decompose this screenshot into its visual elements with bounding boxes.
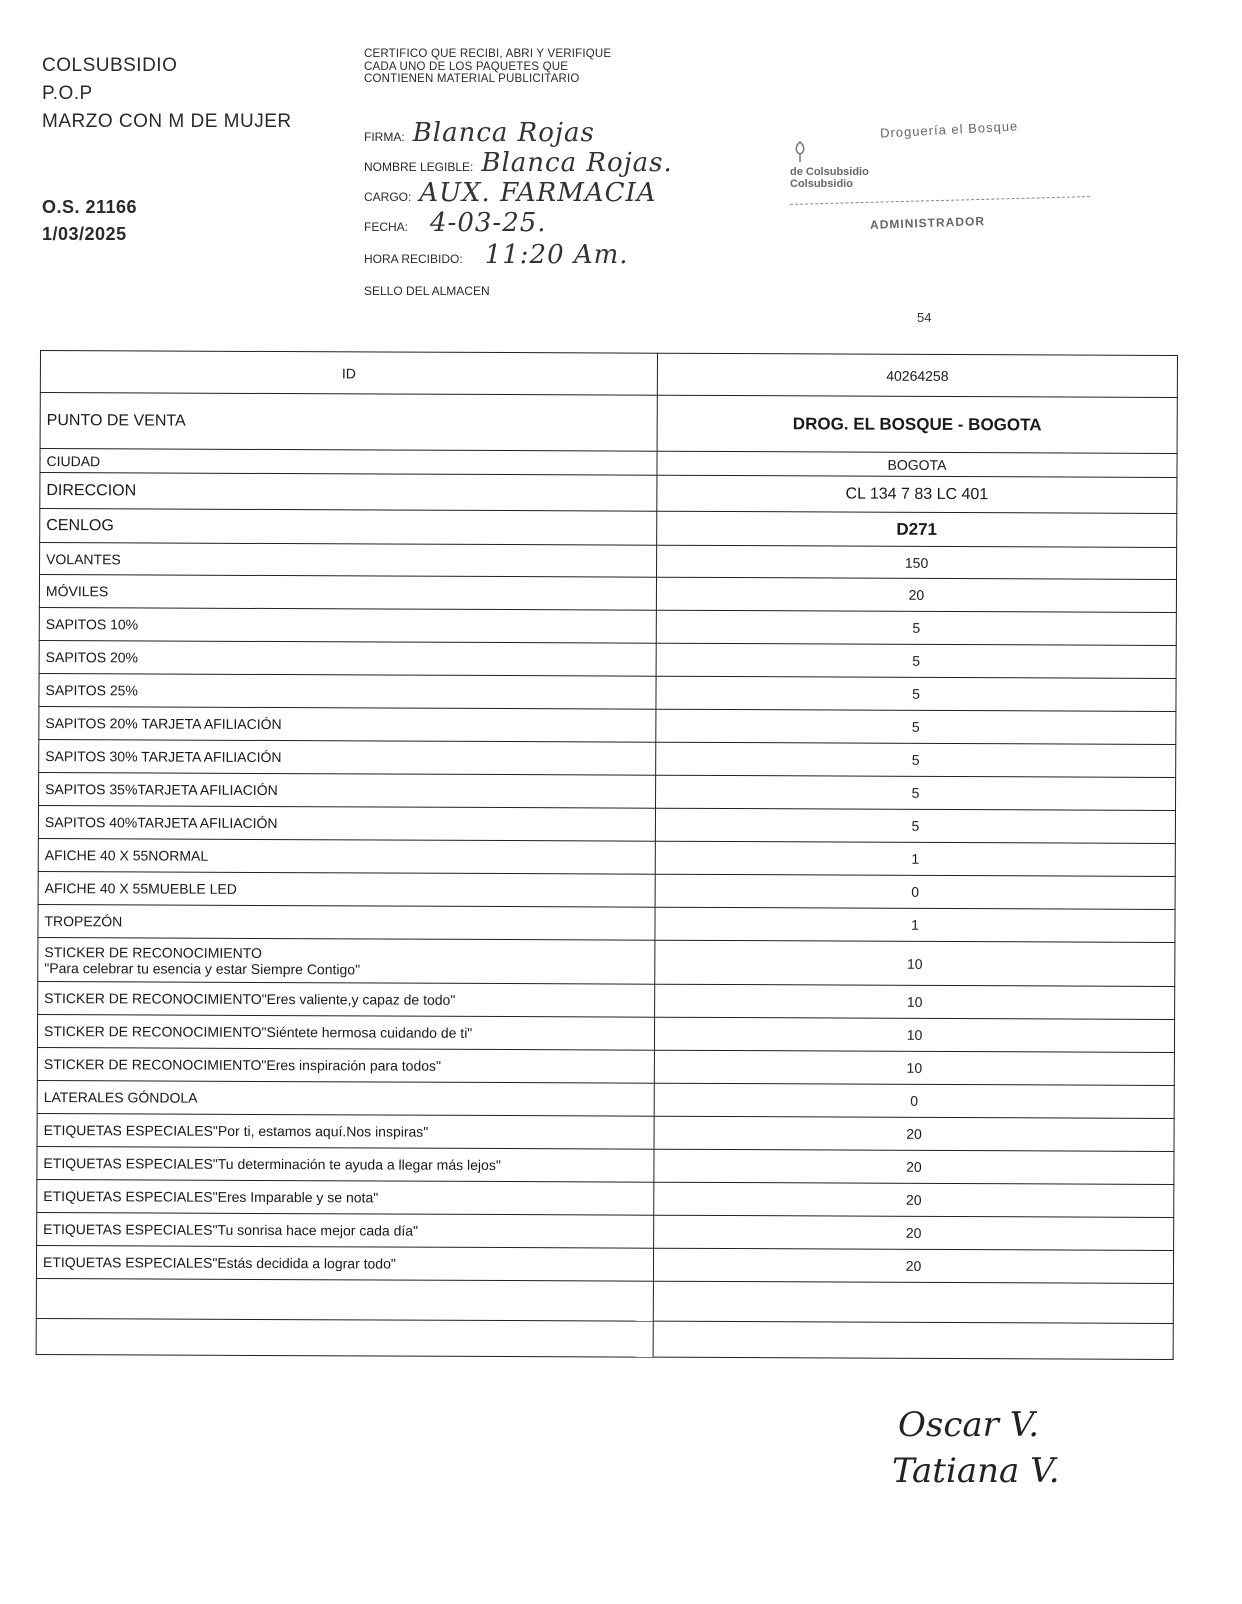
fecha-value: 4-03-25. — [430, 208, 547, 238]
cargo-label: CARGO: — [364, 190, 412, 204]
cargo-value: AUX. FARMACIA — [419, 178, 657, 208]
row-value: 20 — [654, 1182, 1174, 1217]
stamp-store-name: Droguería el Bosque — [879, 118, 1019, 141]
row-value: 1 — [655, 907, 1175, 942]
table-row — [37, 1080, 1174, 1118]
row-label-text: LATERALES GÓNDOLA — [43, 1089, 198, 1106]
row-label-text — [43, 1337, 647, 1340]
row-label — [38, 981, 655, 1017]
row-value — [653, 1321, 1173, 1359]
row-label-text: SAPITOS 10% — [45, 616, 139, 633]
row-label — [39, 673, 656, 709]
row-value — [653, 1281, 1173, 1323]
table-row — [39, 607, 1176, 645]
row-label — [36, 1278, 653, 1321]
row-value: 20 — [656, 577, 1176, 612]
row-value: DROG. EL BOSQUE - BOGOTA — [657, 395, 1177, 453]
table-row — [38, 981, 1175, 1019]
row-value: 5 — [656, 742, 1176, 777]
row-label-text: DIRECCION — [46, 481, 137, 499]
row-value: BOGOTA — [657, 451, 1177, 477]
sello-label: SELLO DEL ALMACEN — [364, 284, 490, 298]
row-value: 5 — [656, 709, 1176, 744]
row-label-text: ETIQUETAS ESPECIALES"Tu sonrisa hace mejor cada día" — [43, 1221, 419, 1239]
row-value: 10 — [654, 1017, 1174, 1052]
certificate-block — [364, 48, 634, 86]
row-label-text: AFICHE 40 X 55NORMAL — [44, 847, 209, 864]
hora-label: HORA RECIBIDO: — [364, 252, 463, 266]
table-row — [37, 1047, 1174, 1085]
row-label-text: PUNTO DE VENTA — [46, 411, 186, 430]
table-row — [40, 543, 1177, 580]
row-value: 5 — [656, 775, 1176, 810]
id-value: 40264258 — [657, 353, 1177, 397]
table-row — [37, 1146, 1174, 1184]
nombre-row — [364, 148, 673, 178]
row-label — [39, 739, 656, 775]
fecha-row — [364, 208, 547, 238]
order-date: 1/03/2025 — [42, 224, 127, 244]
firma-row — [364, 118, 595, 148]
table-row-id — [40, 351, 1177, 398]
row-label-text: STICKER DE RECONOCIMIENTO"Eres valiente,y capaz de todo" — [44, 990, 456, 1008]
table-row — [36, 1318, 1173, 1359]
signature-block — [892, 1402, 1060, 1494]
row-label-text: CIUDAD — [46, 452, 101, 469]
stamp-brand-line-a: de Colsubsidio — [790, 166, 869, 178]
hora-row — [364, 240, 629, 270]
row-label-text: SAPITOS 25% — [45, 682, 138, 699]
table-row — [39, 739, 1176, 777]
row-label — [40, 393, 657, 452]
row-label-text: STICKER DE RECONOCIMIENTO"Eres inspiración para todos" — [43, 1056, 442, 1074]
row-value: 20 — [654, 1149, 1174, 1184]
row-label — [36, 1245, 653, 1281]
row-value: 10 — [654, 1050, 1174, 1085]
row-label-text: ETIQUETAS ESPECIALES"Por ti, estamos aquí.Nos inspiras" — [43, 1122, 429, 1140]
row-label — [37, 1113, 654, 1149]
signature-tatiana: Tatiana V. — [892, 1451, 1060, 1491]
table-row — [36, 1245, 1173, 1283]
row-label-text: ETIQUETAS ESPECIALES"Tu determinación te ayuda a llegar más lejos" — [43, 1155, 501, 1174]
row-label — [40, 449, 657, 476]
page-number: 54 — [917, 310, 932, 325]
row-label — [40, 509, 657, 546]
table-row — [38, 838, 1175, 876]
row-label — [38, 937, 655, 984]
row-label — [39, 706, 656, 742]
doc-type: P.O.P — [42, 83, 93, 104]
row-label-text: ETIQUETAS ESPECIALES"Estás decidida a lograr todo" — [42, 1254, 396, 1272]
campaign-name: MARZO CON M DE MUJER — [42, 111, 292, 132]
table-row — [40, 393, 1177, 454]
row-label — [37, 1014, 654, 1050]
row-label — [37, 1146, 654, 1182]
table-row — [37, 1212, 1174, 1250]
row-label — [39, 772, 656, 808]
table-row — [39, 640, 1176, 678]
store-stamp — [790, 118, 1120, 248]
row-value: 5 — [656, 643, 1176, 678]
stamp-divider — [790, 196, 1090, 205]
row-value: 5 — [655, 808, 1175, 843]
nombre-value: Blanca Rojas. — [481, 148, 673, 178]
row-value: 0 — [655, 874, 1175, 909]
stamp-brand — [790, 166, 869, 190]
nombre-label: NOMBRE LEGIBLE: — [364, 160, 474, 174]
row-label — [38, 871, 655, 907]
row-label-text: TROPEZÓN — [44, 913, 123, 930]
table-row — [37, 1179, 1174, 1217]
table-row — [38, 805, 1175, 843]
row-label — [37, 1179, 654, 1215]
row-label — [39, 640, 656, 676]
row-label-text: SAPITOS 30% TARJETA AFILIACIÓN — [45, 748, 282, 766]
row-label — [37, 1047, 654, 1083]
order-number: O.S. 21166 — [42, 197, 138, 217]
header-block — [42, 52, 292, 248]
row-label — [40, 473, 657, 512]
certificate-title: CERTIFICO QUE RECIBI, ABRI Y VERIFIQUE CADA UNO DE LOS PAQUETES QUE CONTIENEN MATERIAL PUBLICITARIO — [364, 48, 612, 85]
row-value: 20 — [653, 1248, 1173, 1283]
cargo-row — [364, 178, 657, 208]
row-value: 10 — [655, 984, 1175, 1019]
fecha-label: FECHA: — [364, 220, 409, 234]
row-label-subtext: "Para celebrar tu esencia y estar Siempre Contigo" — [44, 959, 361, 977]
id-label: ID — [40, 351, 657, 396]
row-label — [39, 607, 656, 643]
firma-label: FIRMA: — [364, 130, 405, 144]
row-value: CL 134 7 83 LC 401 — [657, 475, 1177, 513]
row-label — [38, 805, 655, 841]
table-row — [39, 575, 1176, 613]
firma-signature: Blanca Rojas — [412, 118, 595, 148]
row-label-text: CENLOG — [46, 516, 114, 534]
row-label-text — [43, 1299, 647, 1302]
table-row — [39, 673, 1176, 711]
table-row — [39, 706, 1176, 744]
table-row — [37, 1113, 1174, 1151]
row-label-text: SAPITOS 20% — [45, 649, 139, 666]
row-label-text: VOLANTES — [46, 550, 121, 567]
row-value: 0 — [654, 1083, 1174, 1118]
table-row — [38, 937, 1175, 986]
table-row — [40, 509, 1177, 548]
row-value: 10 — [655, 940, 1175, 986]
row-value: D271 — [657, 511, 1177, 547]
row-label-text: MÓVILES — [45, 583, 109, 600]
hora-value: 11:20 Am. — [484, 240, 629, 270]
row-label — [37, 1212, 654, 1248]
table-row — [39, 772, 1176, 810]
row-label-text: AFICHE 40 X 55MUEBLE LED — [44, 880, 237, 897]
org-name: COLSUBSIDIO — [42, 55, 178, 76]
table-row — [36, 1278, 1173, 1323]
row-label-text: STICKER DE RECONOCIMIENTO"Siéntete hermosa cuidando de ti" — [43, 1023, 473, 1041]
table-row — [38, 904, 1175, 942]
colsubsidio-logo-icon — [792, 140, 808, 164]
row-value: 150 — [657, 545, 1177, 579]
sello-row — [364, 284, 490, 298]
row-label — [39, 575, 656, 611]
stamp-brand-line-b: Colsubsidio — [790, 178, 853, 190]
row-label-text: STICKER DE RECONOCIMIENTO — [44, 943, 262, 961]
row-label — [38, 904, 655, 940]
row-value: 1 — [655, 841, 1175, 876]
row-label-text: SAPITOS 40%TARJETA AFILIACIÓN — [44, 814, 278, 832]
table-row — [38, 871, 1175, 909]
table-row — [40, 473, 1177, 514]
row-label — [38, 838, 655, 874]
row-label — [37, 1080, 654, 1116]
table-row — [37, 1014, 1174, 1052]
row-value: 20 — [654, 1215, 1174, 1250]
row-label-text: SAPITOS 35%TARJETA AFILIACIÓN — [45, 781, 278, 799]
row-value: 5 — [656, 676, 1176, 711]
row-label — [40, 543, 657, 578]
stamp-role: ADMINISTRADOR — [869, 213, 986, 233]
row-value: 20 — [654, 1116, 1174, 1151]
row-label-text: SAPITOS 20% TARJETA AFILIACIÓN — [45, 715, 282, 733]
row-value: 5 — [656, 610, 1176, 645]
row-label-text: ETIQUETAS ESPECIALES"Eres Imparable y se nota" — [43, 1188, 379, 1206]
row-label — [36, 1318, 653, 1357]
signature-oscar: Oscar V. — [898, 1405, 1040, 1445]
material-table — [36, 350, 1178, 1360]
